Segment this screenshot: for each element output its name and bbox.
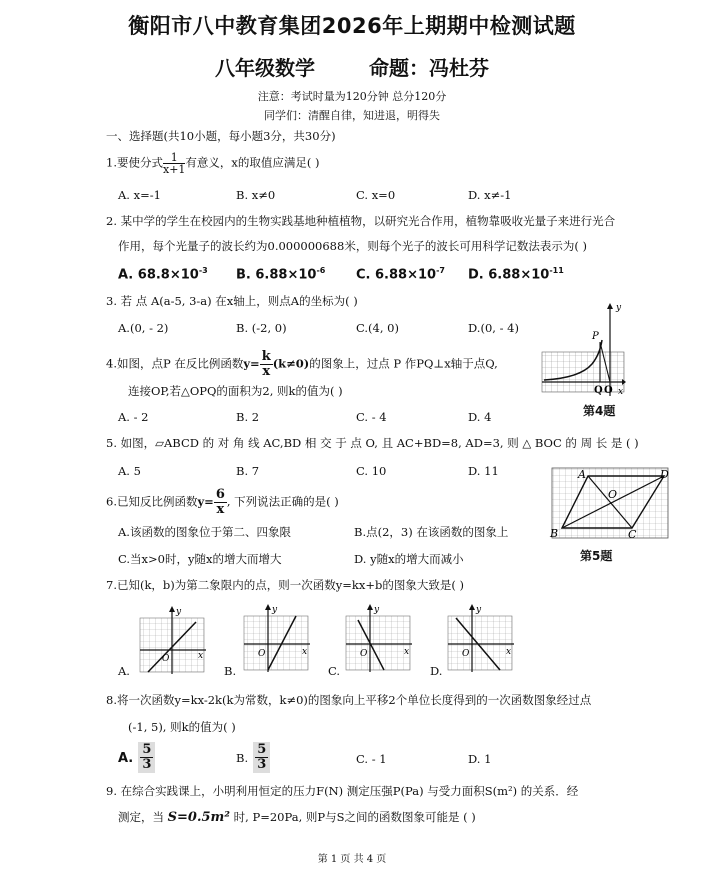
question-3-option-a[interactable]: A.(0, - 2) (118, 321, 169, 335)
question-7-graph-a (138, 606, 208, 676)
question-3-option-b[interactable]: B. (-2, 0) (236, 321, 287, 335)
label-x: x (618, 387, 624, 397)
question-4-option-b[interactable]: B. 2 (236, 410, 260, 424)
question-4-stem: 4.如图，点P 在反比例函数y= $\frac{k}{x}$ (k≠0)的图象上，过点 P 作PQ⊥x轴于点Q, (106, 349, 498, 379)
svg-text:x: x (198, 651, 204, 661)
svg-text:O: O (162, 654, 170, 664)
svg-text:y: y (272, 605, 278, 615)
svg-text:x: x (404, 647, 410, 657)
question-8-option-d[interactable]: D. 1 (468, 752, 492, 766)
label-a: A (578, 468, 586, 481)
svg-text:O: O (360, 649, 368, 659)
question-6-option-c[interactable]: C.当x>0时，y随x的增大而增大 (118, 552, 282, 566)
fraction: $\frac{k}{x}$ (261, 349, 271, 379)
fraction: $\frac{5}{3}$ (138, 742, 155, 773)
question-8-option-c[interactable]: C. - 1 (356, 752, 387, 766)
question-9-line-2: 测定，当 S=0.5m² 时, P=20Pa, 则P与S之间的函数图象可能是 ( ) (118, 810, 476, 825)
question-8-line-1: 8.将一次函数y=kx-2k(k为常数，k≠0)的图象向上平移2个单位长度得到的一次函数图象经过点 (106, 693, 592, 707)
label-q: Q (594, 385, 603, 396)
question-8-option-b[interactable]: B. $\frac{5}{3}$ (236, 742, 270, 773)
label-y: y (616, 303, 622, 313)
label-o: O (604, 385, 613, 396)
svg-text:O: O (462, 649, 470, 659)
question-4-option-d[interactable]: D. 4 (468, 410, 492, 424)
question-4-figure (540, 302, 626, 398)
question-6-option-d[interactable]: D. y随x的增大而减小 (354, 552, 464, 566)
exam-title: 衡阳市八中教育集团2026年上期期中检测试题 (128, 14, 576, 38)
author-label: 命题：冯杜芬 (368, 56, 489, 80)
exam-subtitle (0, 52, 704, 81)
svg-text:x: x (302, 647, 308, 657)
question-1-option-d[interactable]: D. x≠-1 (468, 188, 512, 202)
question-6-stem: 6.已知反比例函数y= $\frac{6}{x}$ , 下列说法正确的是( ) (106, 487, 339, 517)
svg-text:y: y (374, 605, 380, 615)
question-2-option-c[interactable]: C. $6.88\times 10^{-7}$ (356, 266, 445, 283)
label-p: P (592, 331, 599, 342)
question-4-option-c[interactable]: C. - 4 (356, 410, 387, 424)
label-b: B (550, 527, 559, 540)
label-o: O (608, 488, 618, 501)
question-7-stem: 7.已知(k，b)为第二象限内的点，则一次函数y=kx+b的图象大致是( ) (106, 578, 464, 592)
question-9-line-1: 9. 在综合实践课上，小明利用恒定的压力F(N) 测定压强P(Pa) 与受力面积S(m²) 的关系．经 (106, 784, 579, 798)
question-5-option-c[interactable]: C. 10 (356, 464, 387, 478)
question-5-option-b[interactable]: B. 7 (236, 464, 260, 478)
question-7-option-c[interactable]: C. (328, 664, 341, 678)
question-1-option-b[interactable]: B. x≠0 (236, 188, 276, 202)
question-5-figure-caption: 第5题 (580, 549, 613, 563)
question-3-option-d[interactable]: D.(0, - 4) (468, 321, 519, 335)
question-3-stem: 3. 若 点 A(a-5, 3-a) 在x轴上，则点A的坐标为( ) (106, 294, 358, 308)
question-4-option-a[interactable]: A. - 2 (118, 410, 149, 424)
question-5-option-a[interactable]: A. 5 (118, 464, 141, 478)
question-5-option-d[interactable]: D. 11 (468, 464, 499, 478)
svg-text:y: y (476, 605, 482, 615)
question-3-option-c[interactable]: C.(4, 0) (356, 321, 399, 335)
question-1-option-c[interactable]: C. x=0 (356, 188, 396, 202)
page-footer: 第 1 页 共 4 页 (317, 854, 387, 865)
question-8-option-a[interactable]: A. $\frac{5}{3}$ (118, 742, 155, 773)
question-2-option-b[interactable]: B. $6.88\times 10^{-6}$ (236, 266, 326, 283)
question-5-figure (548, 464, 672, 542)
question-7-option-a[interactable]: A. (118, 664, 130, 678)
question-8-line-2: (-1, 5), 则k的值为( ) (128, 720, 236, 734)
question-4-figure-caption: 第4题 (583, 404, 616, 418)
question-4-line-2: 连接OP,若△OPQ的面积为2, 则k的值为( ) (128, 384, 343, 398)
question-7-option-d[interactable]: D. (430, 664, 443, 678)
question-1-stem: 1.要使分式 $\frac{1}{x+1}$ 有意义，x的取值应满足( ) (106, 151, 320, 176)
label-d: D (660, 468, 669, 481)
svg-text:x: x (506, 647, 512, 657)
question-2-line-2: 作用，每个光量子的波长约为0.000000688米，则每个光子的波长可用科学记数法表示为( ) (118, 239, 587, 253)
question-7-graph-c (344, 604, 414, 674)
exam-motto: 同学们：清醒自律，知进退，明得失 (264, 109, 440, 122)
question-2-line-1: 2. 某中学的学生在校园内的生物实践基地种植植物，以研究光合作用，植物靠吸收光量子来进行光合 (106, 214, 616, 228)
question-7-graph-d (446, 604, 516, 674)
question-6-option-b[interactable]: B.点(2，3) 在该函数的图象上 (354, 525, 509, 539)
subject-label: 八年级数学 (215, 56, 316, 80)
question-2-option-d[interactable]: D. $6.88\times 10^{-11}$ (468, 266, 564, 283)
section-heading: 一、选择题(共10小题，每小题3分，共30分) (106, 129, 336, 143)
question-2-option-a[interactable]: A. $68.8\times 10^{-3}$ (118, 266, 208, 283)
question-7-graph-b (242, 604, 312, 674)
question-7-option-b[interactable]: B. (224, 664, 237, 678)
fraction: $\frac{5}{3}$ (253, 742, 270, 773)
question-5-stem: 5. 如图，▱ABCD 的 对 角 线 AC,BD 相 交 于 点 O, 且 AC+BD=8, AD=3, 则 △ BOC 的 周 长 是 ( ) (106, 436, 639, 450)
question-1-option-a[interactable]: A. x=-1 (118, 188, 161, 202)
fraction: $\frac{6}{x}$ (215, 487, 225, 517)
svg-text:O: O (258, 649, 266, 659)
svg-text:y: y (176, 607, 182, 617)
fraction: $\frac{1}{x+1}$ (162, 151, 186, 176)
label-c: C (628, 528, 637, 541)
exam-notice: 注意：考试时量为120分钟 总分120分 (257, 90, 447, 103)
question-6-option-a[interactable]: A.该函数的图象位于第二、四象限 (118, 525, 291, 539)
